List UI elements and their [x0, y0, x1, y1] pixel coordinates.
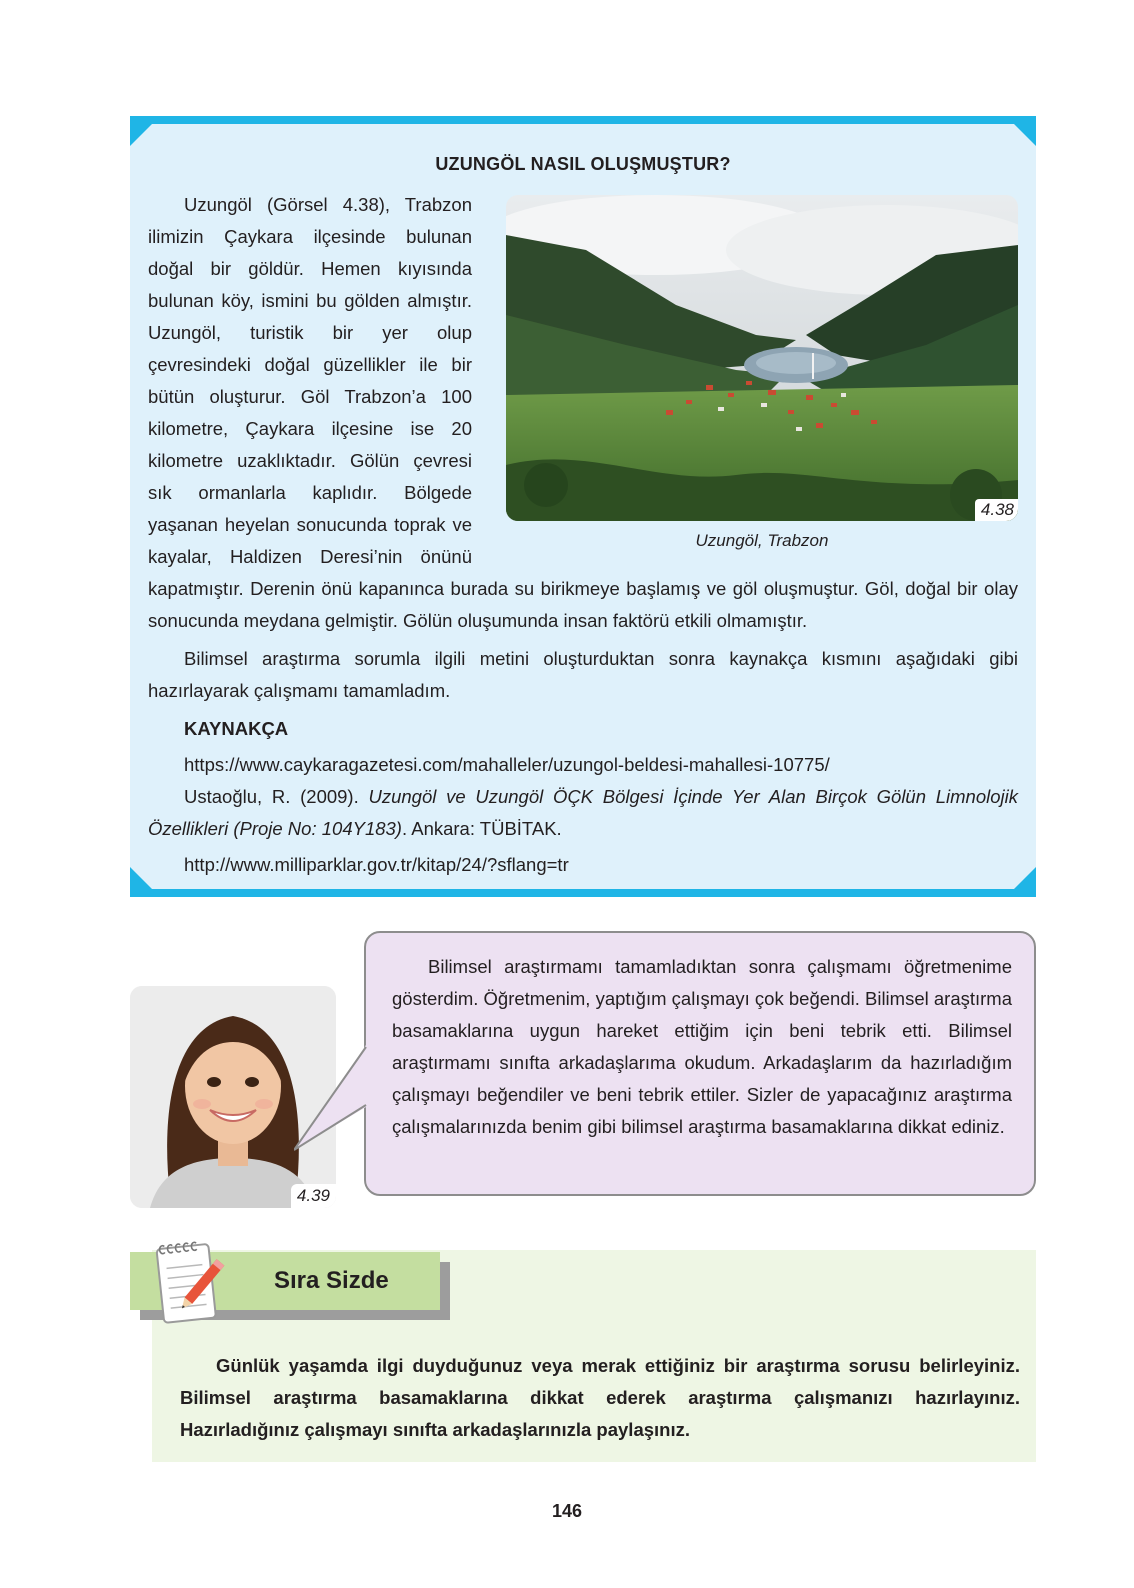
corner-decoration	[130, 124, 152, 146]
reference-publisher: . Ankara: TÜBİTAK.	[401, 818, 562, 839]
figure-number: 4.38	[975, 499, 1018, 521]
info-paragraph: Bilimsel araştırma sorumla ilgili metini oluşturduktan sonra kaynakça kısmını aşağıdaki gibi hazırlayarak çalışmamı tamamladım.	[148, 648, 1018, 701]
info-title: UZUNGÖL NASIL OLUŞMUŞTUR?	[435, 154, 731, 174]
page-number: 146	[551, 1501, 583, 1521]
references-title: KAYNAKÇA	[184, 718, 289, 739]
figure-number: 4.39	[291, 1184, 336, 1208]
reference-item: http://www.milliparklar.gov.tr/kitap/24/?sflang=tr	[184, 854, 569, 875]
corner-decoration	[1014, 124, 1036, 146]
activity-title: Sıra Sizde	[274, 1267, 389, 1294]
speech-bubble-tail	[294, 1045, 368, 1155]
uzungol-photo	[506, 195, 1018, 521]
speech-bubble	[364, 931, 1036, 1196]
info-box	[130, 116, 1036, 897]
reference-item	[148, 781, 1018, 845]
speech-text: Bilimsel araştırmamı tamamladıktan sonra çalışmamı öğretmenime gösterdim. Öğretmenim, yaptığım çalışmayı çok beğendi. Bilimsel araştırma basamaklarına uygun hareket ettiğim için beni tebrik etti. Bilimsel araştırmamı sınıfta arkadaşlarıma okudum. Arkadaşlarım da hazırladığım çalışmayı beğendiler ve beni tebrik ettiler. Sizler de yapacağınız araştırma çalışmalarınızda benim gibi bilimsel araştırma basamaklarına dikkat ediniz.	[392, 956, 1012, 1137]
activity-text: Günlük yaşamda ilgi duyduğunuz veya merak ettiğiniz bir araştırma sorusu belirleyiniz. Bilimsel araştırma basamaklarına dikkat ederek araştırma çalışmanızı hazırlayınız. Hazırladığınız çalışmayı sınıfta arkadaşlarınızla paylaşınız.	[180, 1355, 1020, 1440]
reference-author: Ustaoğlu, R. (2009).	[184, 786, 369, 807]
reference-item: https://www.caykaragazetesi.com/mahalleler/uzungol-beldesi-mahallesi-10775/	[184, 754, 830, 775]
figure-caption: Uzungöl, Trabzon	[695, 531, 829, 550]
notebook-pencil-icon	[152, 1236, 228, 1326]
info-content	[148, 189, 1018, 881]
reference-title: Uzungöl ve Uzungöl ÖÇK Bölgesi İçinde Yer Alan Birçok Gölün Limnolojik Özellikleri (Proje No: 104Y183)	[148, 786, 1018, 839]
uzungol-figure	[506, 195, 1018, 551]
info-paragraph: Uzungöl (Görsel 4.38), Trabzon ilimizin Çaykara ilçesinde bulunan doğal bir göldür. Hemen kıyısında bulunan köy, ismini bu gölden almıştır. Uzungöl, turistik bir yer olup çevresindeki doğal güzellikler ile bir bütün oluşturur. Göl Trabzon’a 100 kilometre, Çaykara ilçesine ise 20 kilometre uzaklıktadır. Gölün çevresi sık ormanlarla kaplıdır. Bölgede yaşanan heyelan sonucunda toprak ve kayalar, Haldizen Deresi’nin önünü kapatmıştır. Derenin önü kapanınca burada su birikmeye başlamış ve göl oluşmuştur. Göl, doğal bir olay sonucunda meydana gelmiştir. Gölün oluşumunda insan faktörü etkili olmamıştır.	[148, 194, 1018, 631]
